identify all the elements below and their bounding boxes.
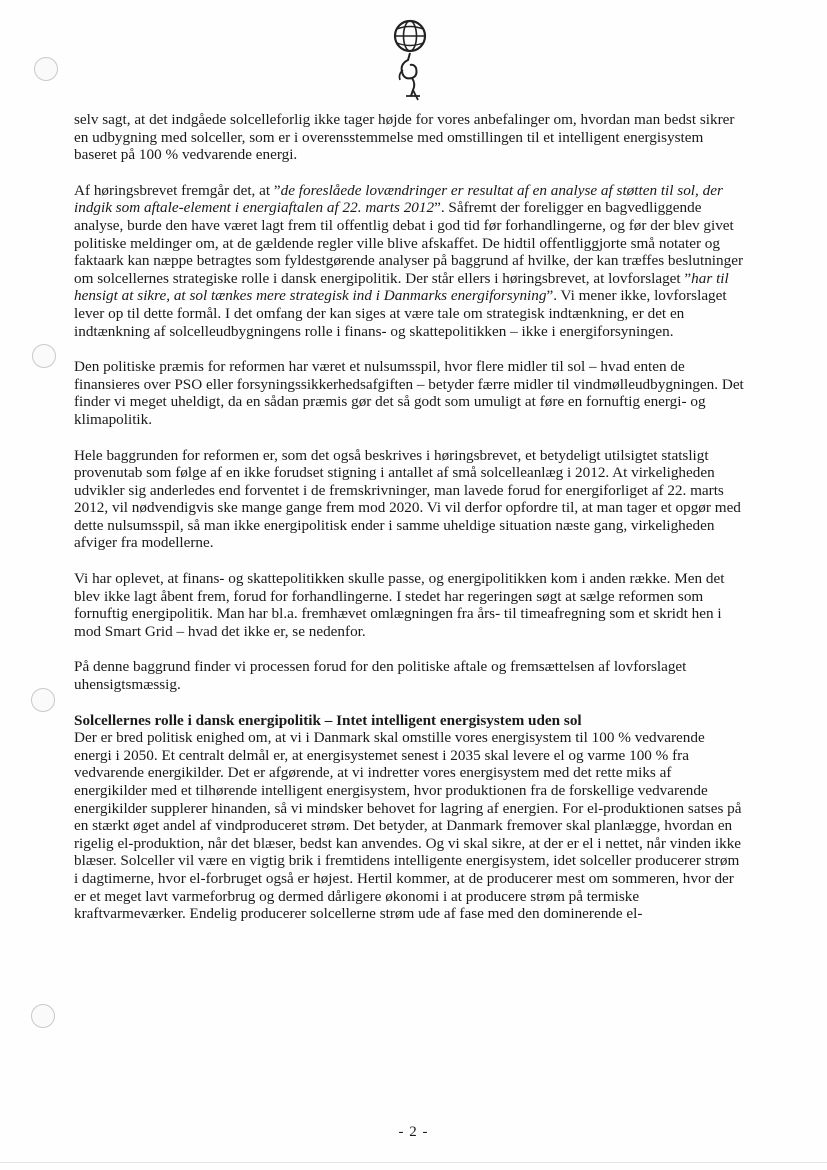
paragraph: selv sagt, at det indgåede solcelleforlig ikke tager højde for vores anbefalinger om, hvordan man bedst sikrer en udbygning med solceller, som er i overensstemmelse med omstillingen til et intelligent energisystem baseret på 100 % vedvarende energi. bbox=[74, 111, 735, 164]
punch-hole-icon bbox=[31, 688, 55, 712]
punch-hole-icon bbox=[32, 344, 56, 368]
page-number: - 2 - bbox=[398, 1124, 429, 1140]
paragraph: Vi har oplevet, at finans- og skattepolitikken skulle passe, og energipolitikken kom i anden række. Men det blev ikke lagt åbent frem, forud for forhandlingerne. I stedet har regeringen søgt at sælge reformen som fornuftig energipolitik. Man har bl.a. fremhævet omlægningen fra års- til timeafregning som et skridt hen i mod Smart Grid – hvad det ikke er, se nedenfor. bbox=[74, 570, 725, 640]
punch-hole-icon bbox=[31, 1004, 55, 1028]
paragraph: På denne baggrund finder vi processen forud for den politiske aftale og fremsættelsen af lovforslaget uhensigtsmæssig. bbox=[74, 658, 687, 694]
body-text bbox=[74, 111, 744, 941]
paragraph-text: ”. Vi mener ikke, lovforslaget lever op til dette formål. I det omfang der kan siges at være tale om strategisk indtænkning, er det en indtænkning af solcelleudbygningens rolle i finans- og skattepolitikken – ikke i energiforsyningen. bbox=[74, 287, 727, 340]
section-heading: Solcellernes rolle i dansk energipolitik – Intet intelligent energisystem uden sol bbox=[74, 711, 582, 729]
globe-figure-logo-icon bbox=[386, 18, 434, 102]
paragraph-text: Af høringsbrevet fremgår det, at ” bbox=[74, 181, 281, 199]
paragraph: Hele baggrunden for reformen er, som det også beskrives i høringsbrevet, et betydeligt utilsigtet statsligt provenutab som følge af en ikke forudset stigning i antallet af små solcelleanlæg i 2012. At virkeligheden udvikler sig anderledes end forventet i de fremskrivninger, man lavede forud for energiforliget af 22. marts 2012, vil nødvendigvis ske mange gange frem mod 2020. Vi vil derfor opfordre til, at man tager et opgør med dette nulsumsspil, så man ikke energipolitisk ender i samme uheldige situation næste gang, virkeligheden afviger fra modellerne. bbox=[74, 446, 741, 552]
punch-hole-icon bbox=[34, 57, 58, 81]
paragraph-text: ”. Såfremt der foreligger en bagvedliggende analyse, burde den have været lagt frem til offentlig debat i god tid før forhandlingerne, og før der blev givet politiske meldinger om, at de gældende regler ville blive afskaffet. De hidtil offentliggjorte små notater og faktaark kan næppe betragtes som fyldestgørende analyser på baggrund af hvilke, der kan træffes beslutninger om solcellernes strategiske rolle i dansk energipolitik. Der står ellers i høringsbrevet, at lovforslaget ” bbox=[74, 199, 744, 287]
quote-analysis: de foreslåede lovændringer er resultat af en analyse af støtten til sol, der indgik som aftale-element i energiaftalen af 22. marts 2012 bbox=[74, 181, 723, 217]
paragraph: Den politiske præmis for reformen har været et nulsumsspil, hvor flere midler til sol – hvad enten de finansieres over PSO eller forsyningssikkerhedsafgiften – betyder færre midler til vindmølleudbygningen. Det finder vi meget uheldigt, da en sådan præmis gør det så godt som umuligt at føre en fornuftig energi- og klimapolitik. bbox=[74, 358, 744, 428]
bottom-edge-line bbox=[0, 1162, 827, 1163]
quote-strategy: har til hensigt at sikre, at sol tænkes mere strategisk ind i Danmarks energiforsyning bbox=[74, 269, 729, 305]
paragraph bbox=[74, 182, 744, 340]
paragraph: Der er bred politisk enighed om, at vi i Danmark skal omstille vores energisystem til 100 % vedvarende energi i 2050. Et centralt delmål er, at energisystemet senest i 2035 skal levere el og varme 100 % fra vedvarende energikilder. Det er afgørende, at vi indretter vores energisystem med det rette miks af energikilder med et tilhørende intelligent energisystem, hvor produktionen fra de forskellige vedvarende energikilder supplerer hinanden, så vi mindsker behovet for lagring af energien. For el-produktionen satses på en stærkt øget andel af vindproduceret strøm. Det betyder, at Danmark fremover skal planlægge, hvordan en rigelig el-produktion, når det blæser, bedst kan anvendes. Og vi skal sikre, at der er el i nettet, når vinden ikke blæser. Solceller vil være en vigtig brik i fremtidens intelligente energisystem, idet solceller producerer strøm i dagtimerne, hvor el-forbruget også er højest. Hertil kommer, at de producerer mest om sommeren, hvor der er et meget lavt varmeforbrug og dermed dårligere økonomi i at producere strøm på termiske kraftvarmeværker. Endelig producerer solcellerne strøm ude af fase med den dominerende el- bbox=[74, 729, 742, 923]
